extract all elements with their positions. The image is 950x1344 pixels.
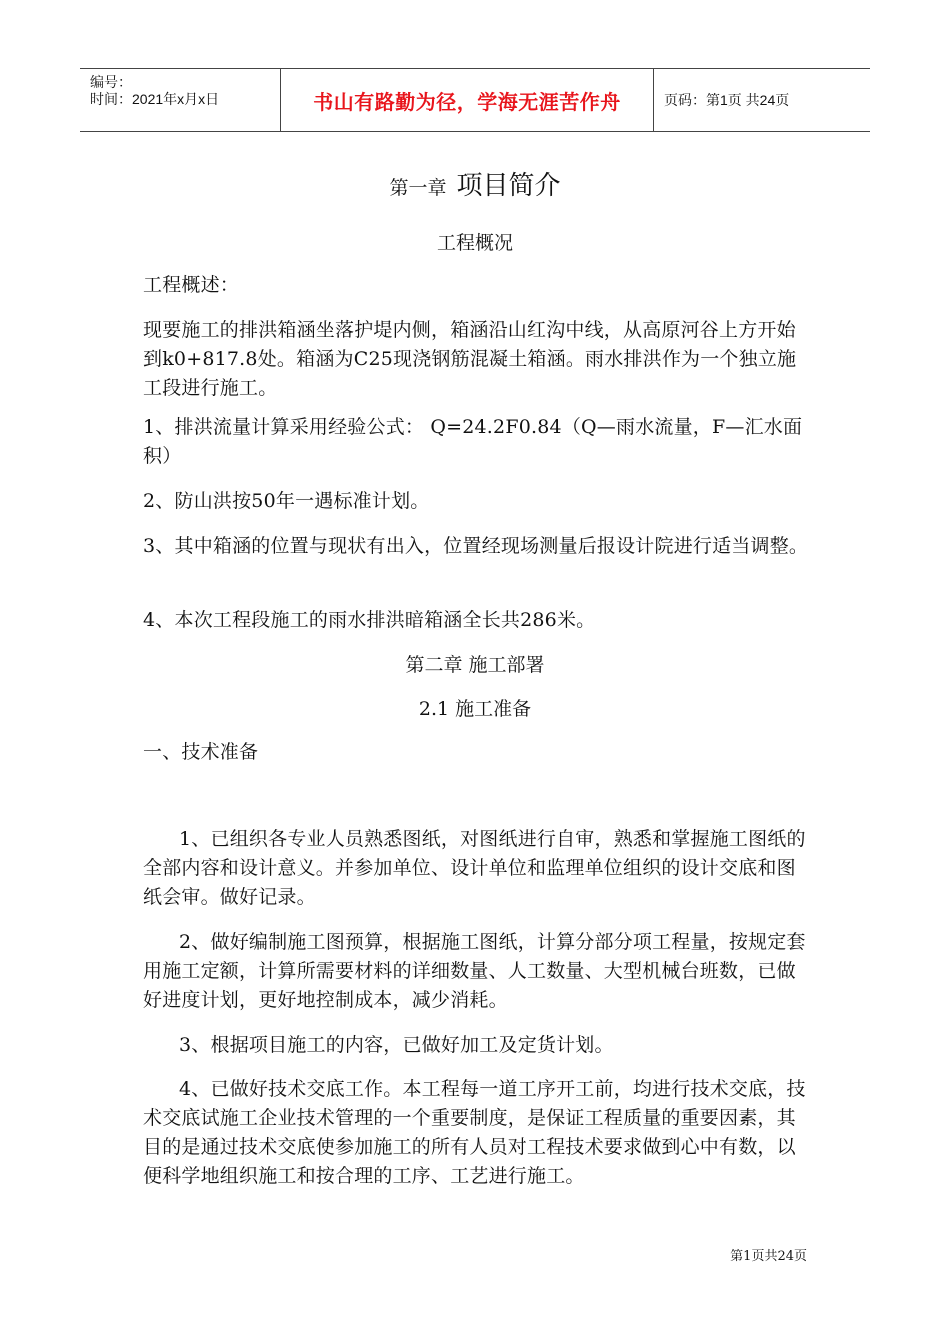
overview-item-2: 2、防山洪按50年一遇标准计划。 (143, 490, 430, 512)
chapter1-name: 项目简介 (456, 171, 561, 201)
time-label: 时间：2021年x月x日 (90, 91, 220, 107)
number-label: 编号： (90, 74, 132, 90)
tech-prep-heading: 一、技术准备 (143, 741, 259, 763)
tech-item-4: 4、已做好技术交底工作。本工程每一道工序开工前，均进行技术交底，技术交底试施工企业技术管理的一个重要制度，是保证工程质量的重要因素，其目的是通过技术交底使参加施工的所有人员对工程技术要求做到心中有数，以便科学地组织施工和按合理的工序、工艺进行施工。 (143, 1078, 806, 1187)
page-header (80, 68, 870, 132)
overview-item-3: 3、其中箱涵的位置与现状有出入，位置经现场测量后报设计院进行适当调整。 (143, 535, 809, 557)
tech-item-3: 3、根据项目施工的内容，已做好加工及定货计划。 (179, 1034, 614, 1056)
chapter1-subtitle: 工程概况 (436, 232, 513, 254)
header-meta (80, 69, 281, 131)
section-title: 2.1 施工准备 (418, 698, 532, 720)
overview-item-1: 1、排洪流量计算采用经验公式： Q=24.2F0.84（Q—雨水流量，F—汇水面积） (143, 416, 803, 467)
page-footer: 第1页共24页 (730, 1249, 807, 1264)
tech-item-2: 2、做好编制施工图预算，根据施工图纸，计算分部分项工程量，按规定套用施工定额，计算所需要材料的详细数量、人工数量、大型机械台班数，已做好进度计划，更好地控制成本，减少消耗。 (143, 931, 806, 1011)
overview-heading: 工程概述： (143, 274, 240, 296)
motto-text: 书山有路勤为径，学海无涯苦作舟 (313, 89, 621, 114)
chapter1-label: 第一章 (389, 177, 447, 199)
chapter2-title: 第二章 施工部署 (405, 654, 545, 676)
header-page-info: 页码：第1页 共24页 (664, 92, 790, 108)
overview-text: 现要施工的排洪箱涵坐落护堤内侧，箱涵沿山红沟中线，从高原河谷上方开始到k0+817.8处。箱涵为C25现浇钢筋混凝土箱涵。雨水排洪作为一个独立施工段进行施工。 (143, 319, 797, 399)
overview-item-4: 4、本次工程段施工的雨水排洪暗箱涵全长共286米。 (143, 609, 596, 631)
tech-item-1: 1、已组织各专业人员熟悉图纸，对图纸进行自审，熟悉和掌握施工图纸的全部内容和设计意义。并参加单位、设计单位和监理单位组织的设计交底和图纸会审。做好记录。 (143, 828, 806, 908)
header-motto-cell (281, 69, 654, 131)
chapter1-title (0, 165, 950, 202)
